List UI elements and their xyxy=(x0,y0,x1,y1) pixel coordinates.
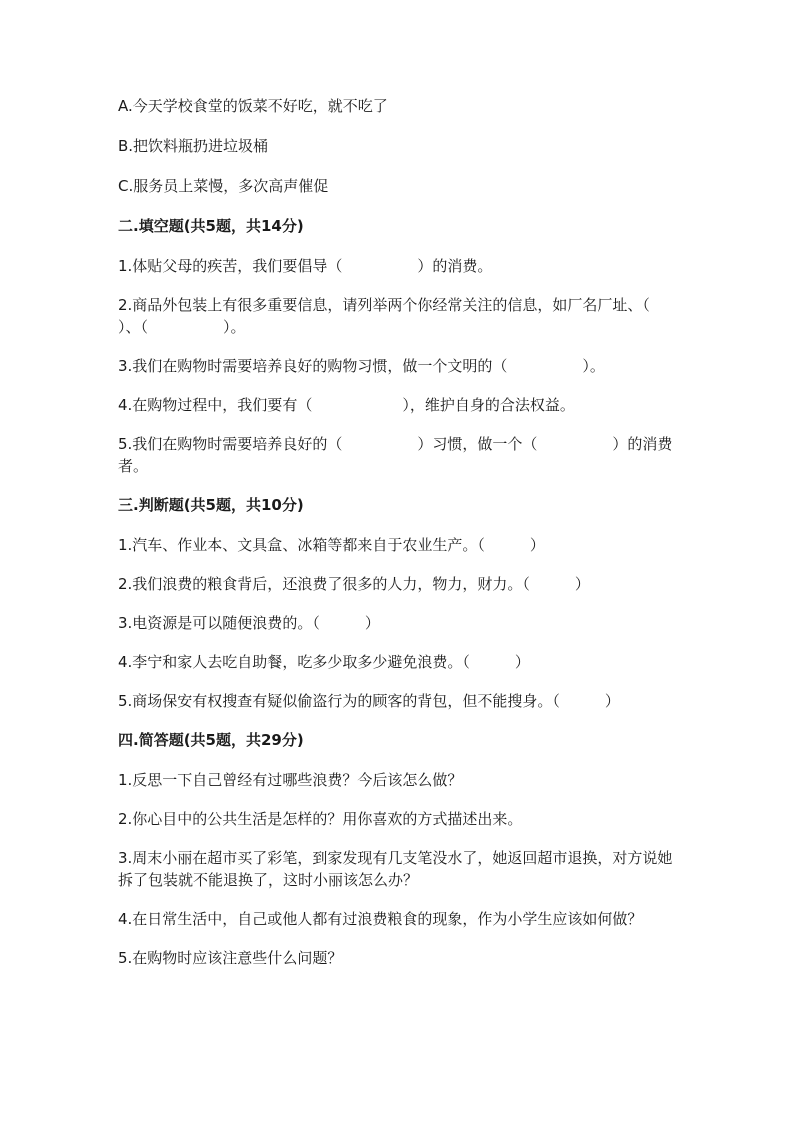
section-heading-short-answer: 四.简答题(共5题，共29分) xyxy=(118,731,304,749)
option-c: C.服务员上菜慢，多次高声催促 xyxy=(118,177,329,195)
fill-in-question: 2.商品外包装上有很多重要信息，请列举两个你经常关注的信息，如厂名厂址、（ ）、（ ）。 xyxy=(118,296,725,336)
short-answer-question: 1.反思一下自己曾经有过哪些浪费？今后该怎么做？ xyxy=(118,771,463,789)
short-answer-question: 4.在日常生活中，自己或他人都有过浪费粮食的现象，作为小学生应该如何做？ xyxy=(118,910,643,928)
section-heading-true-false: 三.判断题(共5题，共10分) xyxy=(118,496,304,514)
section-heading-fill-in: 二.填空题(共5题，共14分) xyxy=(118,217,304,235)
true-false-question: 5.商场保安有权搜查有疑似偷盗行为的顾客的背包，但不能搜身。（ ） xyxy=(118,692,620,710)
short-answer-question: 3.周末小丽在超市买了彩笔，到家发现有几支笔没水了，她返回超市退换，对方说她拆了包装就不能退换了，这时小丽该怎么办？ xyxy=(118,849,673,889)
true-false-question: 1.汽车、作业本、文具盒、冰箱等都来自于农业生产。（ ） xyxy=(118,536,545,554)
short-answer-question: 2.你心目中的公共生活是怎样的？用你喜欢的方式描述出来。 xyxy=(118,810,523,828)
option-a: A.今天学校食堂的饭菜不好吃，就不吃了 xyxy=(118,97,388,115)
fill-in-question: 1.体贴父母的疾苦，我们要倡导（ ）的消费。 xyxy=(118,257,493,275)
true-false-question: 4.李宁和家人去吃自助餐，吃多少取多少避免浪费。（ ） xyxy=(118,653,530,671)
fill-in-question: 5.我们在购物时需要培养良好的（ ）习惯，做一个（ ）的消费者。 xyxy=(118,435,673,475)
true-false-question: 2.我们浪费的粮食背后，还浪费了很多的人力，物力，财力。（ ） xyxy=(118,575,590,593)
fill-in-question: 3.我们在购物时需要培养良好的购物习惯，做一个文明的（ ）。 xyxy=(118,357,605,375)
true-false-question: 3.电资源是可以随便浪费的。（ ） xyxy=(118,614,380,632)
exam-page xyxy=(118,95,725,986)
short-answer-question: 5.在购物时应该注意些什么问题？ xyxy=(118,949,343,967)
option-b: B.把饮料瓶扔进垃圾桶 xyxy=(118,137,269,155)
fill-in-question: 4.在购物过程中，我们要有（ ），维护自身的合法权益。 xyxy=(118,396,575,414)
